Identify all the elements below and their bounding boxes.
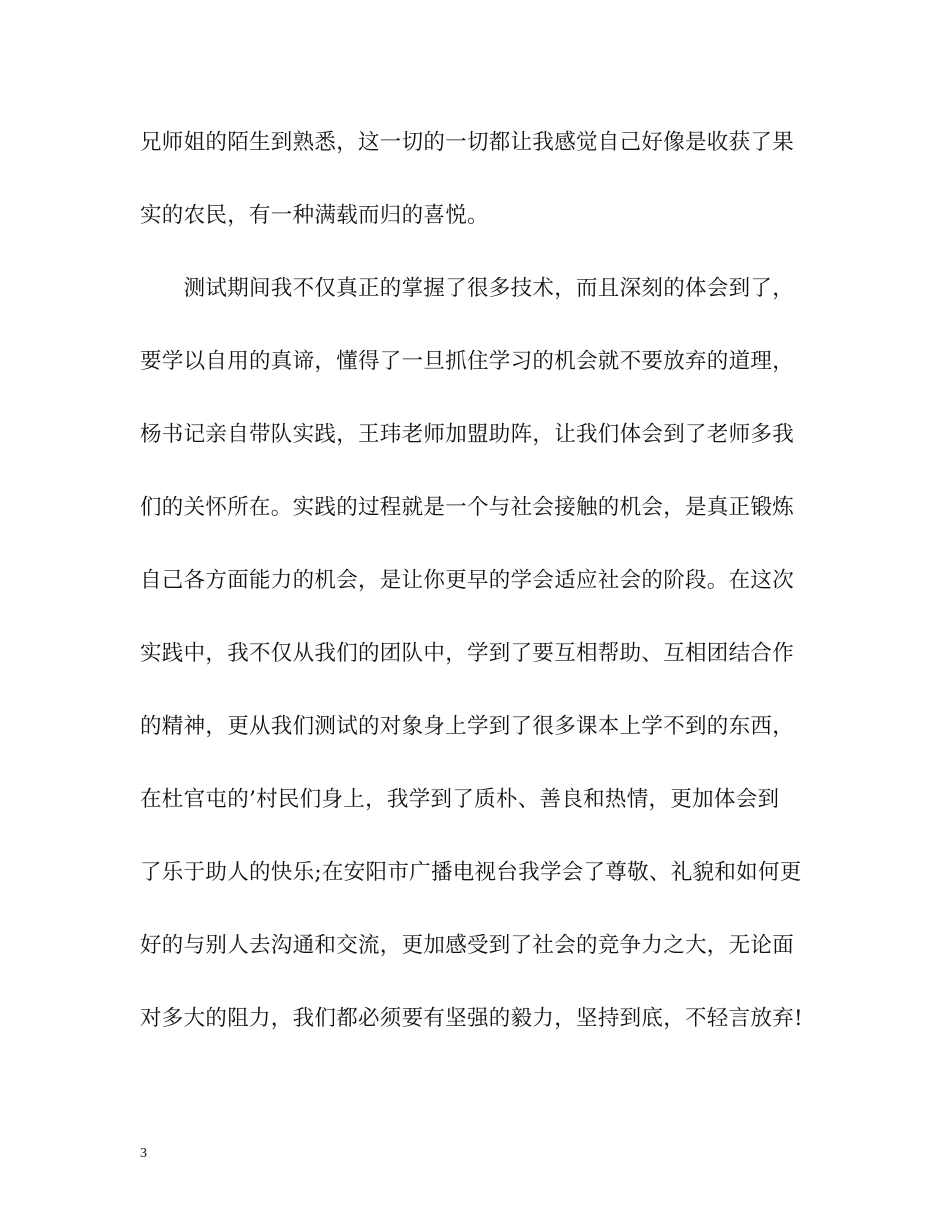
text-line-8: 实践中，我不仅从我们的团队中，学到了要互相帮助、互相团结合作 xyxy=(140,641,795,666)
text-line-9: 的精神，更从我们测试的对象身上学到了很多课本上学不到的东西， xyxy=(140,714,795,739)
text-line-13: 对多大的阻力，我们都必须要有坚强的毅力，坚持到底，不轻言放弃! xyxy=(140,1006,803,1031)
text-line-11: 了乐于助人的快乐;在安阳市广播电视台我学会了尊敬、礼貌和如何更 xyxy=(140,860,802,885)
text-line-10: 在杜官屯的’村民们身上，我学到了质朴、善良和热情，更加体会到 xyxy=(140,787,780,812)
text-line-4: 要学以自用的真谛，懂得了一旦抓住学习的机会就不要放弃的道理， xyxy=(140,349,795,374)
text-line-1: 兄师姐的陌生到熟悉，这一切的一切都让我感觉自己好像是收获了果 xyxy=(140,130,795,155)
text-line-2: 实的农民，有一种满载而归的喜悦。 xyxy=(140,203,489,228)
text-line-7: 自己各方面能力的机会，是让你更早的学会适应社会的阶段。在这次 xyxy=(140,568,795,593)
text-line-6: 们的关怀所在。实践的过程就是一个与社会接触的机会，是真正锻炼 xyxy=(140,495,795,520)
body-text xyxy=(140,118,820,1067)
text-line-5: 杨书记亲自带队实践，王玮老师加盟助阵，让我们体会到了老师多我 xyxy=(140,422,795,447)
text-line-3: 测试期间我不仅真正的掌握了很多技术，而且深刻的体会到了， xyxy=(140,276,795,301)
page-number: 3 xyxy=(140,1146,147,1161)
text-line-12: 好的与别人去沟通和交流，更加感受到了社会的竞争力之大，无论面 xyxy=(140,933,795,958)
